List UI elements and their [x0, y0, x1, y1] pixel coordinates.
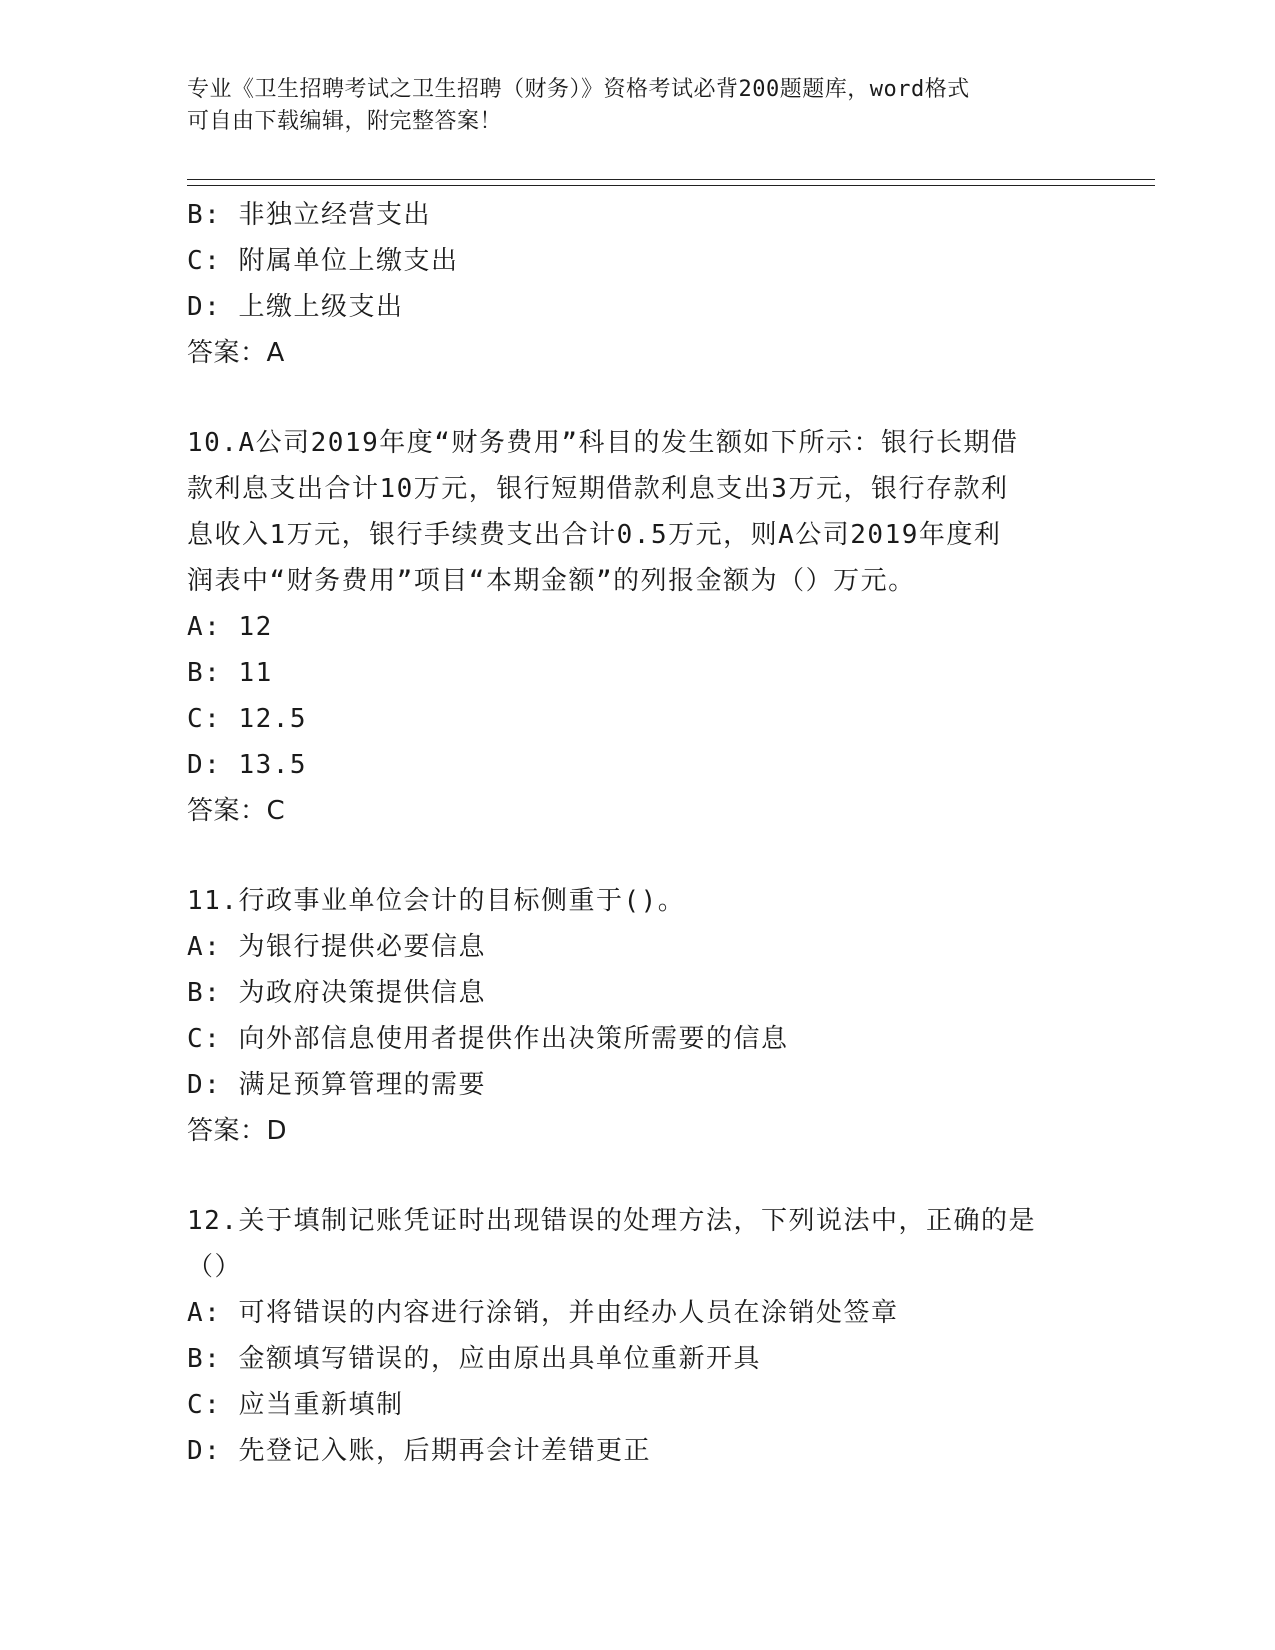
option-d: D: 上缴上级支出: [187, 292, 404, 322]
option-a: A: 可将错误的内容进行涂销，并由经办人员在涂销处签章: [187, 1298, 899, 1328]
spacer: [187, 1154, 1087, 1198]
header-divider-top: [187, 179, 1155, 180]
option-c: C: 应当重新填制: [187, 1390, 404, 1420]
option-b: B: 金额填写错误的，应由原出具单位重新开具: [187, 1344, 761, 1374]
option-d: D: 先登记入账，后期再会计差错更正: [187, 1436, 651, 1466]
option-c: C: 12.5: [187, 704, 308, 734]
option-a: A: 12: [187, 612, 273, 642]
answer-label: 答案：D: [187, 1116, 288, 1146]
question-text-line: 12.关于填制记账凭证时出现错误的处理方法，下列说法中，正确的是: [187, 1206, 1036, 1236]
answer-label: 答案：A: [187, 338, 285, 368]
option-a: A: 为银行提供必要信息: [187, 932, 486, 962]
question-12: [187, 1198, 1087, 1474]
question-text-line: 润表中“财务费用”项目“本期金额”的列报金额为（）万元。: [187, 566, 916, 596]
question-10: [187, 420, 1087, 834]
option-d: D: 满足预算管理的需要: [187, 1070, 486, 1100]
option-c: C: 向外部信息使用者提供作出决策所需要的信息: [187, 1024, 789, 1054]
question-text-line: 款利息支出合计10万元，银行短期借款利息支出3万元，银行存款利: [187, 474, 1009, 504]
spacer: [187, 834, 1087, 878]
header-divider-bottom: [187, 185, 1155, 186]
question-11: [187, 878, 1087, 1154]
question-text-line: 10.A公司2019年度“财务费用”科目的发生额如下所示：银行长期借: [187, 428, 1019, 458]
option-b: B: 11: [187, 658, 273, 688]
spacer: [187, 376, 1087, 420]
question-text-line: 11.行政事业单位会计的目标侧重于()。: [187, 886, 686, 916]
question-text-line: （）: [187, 1252, 243, 1282]
question-9-tail: [187, 192, 1087, 376]
question-text-line: 息收入1万元，银行手续费支出合计0.5万元，则A公司2019年度利: [187, 520, 1002, 550]
option-b: B: 非独立经营支出: [187, 200, 431, 230]
option-c: C: 附属单位上缴支出: [187, 246, 459, 276]
header-title-line-1: 专业《卫生招聘考试之卫生招聘（财务）》资格考试必背200题题库，word格式: [187, 77, 970, 102]
answer-label: 答案：C: [187, 796, 286, 826]
document-body: [187, 192, 1087, 1474]
header-title-line-2: 可自由下载编辑，附完整答案！: [187, 109, 503, 134]
document-header: [187, 74, 1087, 138]
option-b: B: 为政府决策提供信息: [187, 978, 486, 1008]
option-d: D: 13.5: [187, 750, 308, 780]
